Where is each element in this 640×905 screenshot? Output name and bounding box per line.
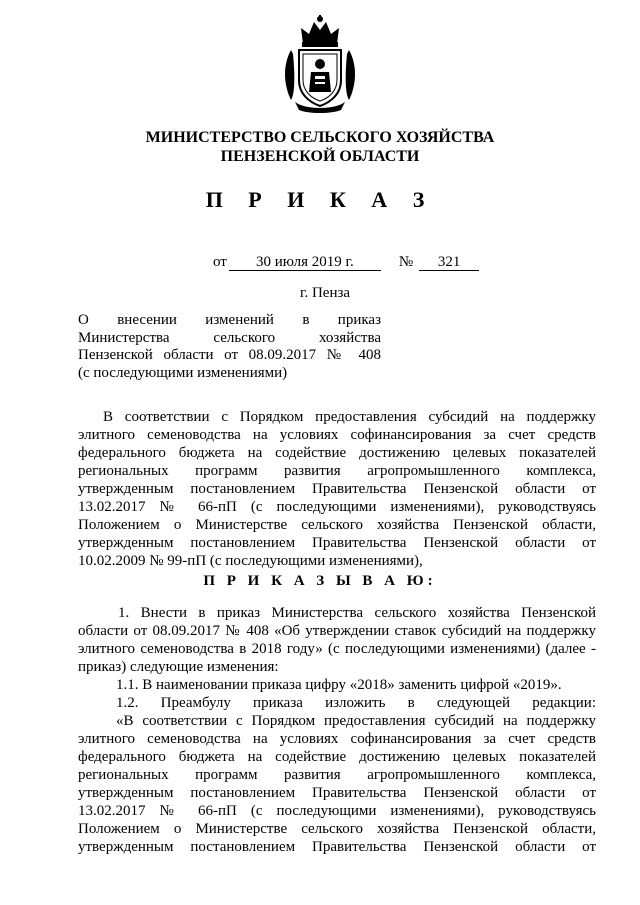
decree-heading: П Р И К А З Ы В А Ю: [203,573,437,589]
document-date: 30 июля 2019 г. [229,254,381,271]
date-prefix: от [213,254,227,270]
preamble-line: Положением о Министерстве сельского хозяйства Пензенской области, [78,517,596,533]
preamble-line: утвержденным постановлением Правительства Пензенской области от [78,535,596,551]
body-line: элитного семеноводства в 2018 году» (с последующими изменениями) (далее - [78,641,596,657]
body-line: утвержденным постановлением Правительства Пензенской области от [78,839,596,855]
ministry-title-line-1: МИНИСТЕРСТВО СЕЛЬСКОГО ХОЗЯЙСТВА [145,129,495,146]
subject-line: Пензенской области от 08.09.2017 № 408 [78,347,381,363]
ministry-title-line-2: ПЕНЗЕНСКОЙ ОБЛАСТИ [220,148,420,165]
body-line: «В соответствии с Порядком предоставления субсидий на поддержку [116,713,596,729]
body-line: приказ) следующие изменения: [78,659,279,675]
preamble-line: 13.02.2017 № 66-пП (с последующими изменениями), руководствуясь [78,499,596,515]
preamble-line: утвержденным постановлением Правительства Пензенской области от [78,481,596,497]
preamble-line: федерального бюджета на содействие достижению целевых показателей [78,445,596,461]
subject-line: (с последующими изменениями) [78,364,288,381]
body-line: 13.02.2017 № 66-пП (с последующими изменениями), руководствуясь [78,803,596,819]
body-line: федерального бюджета на содействие достижению целевых показателей [78,749,596,765]
body-line: региональных программ развития агропромышленного комплекса, [78,767,596,783]
body-line: 1.1. В наименовании приказа цифру «2018» заменить цифрой «2019». [116,677,562,693]
subject-line: Министерства сельского хозяйства [78,329,381,346]
penza-coat-of-arms-icon [281,14,359,114]
document-subject [78,312,381,382]
body-line: 1. Внести в приказ Министерства сельского хозяйства Пензенской [118,605,596,621]
document-type-title: П Р И К А З [205,187,435,212]
subject-line: О внесении изменений в приказ [78,312,381,328]
document-number: 321 [419,254,479,271]
preamble-line: В соответствии с Порядком предоставления субсидий на поддержку [103,409,596,425]
preamble-line: 10.02.2009 № 99-пП (с последующими изменениями), [78,553,423,569]
preamble-line: элитного семеноводства на условиях софинансирования за счет средств [78,427,596,443]
body-line: Положением о Министерстве сельского хозяйства Пензенской области, [78,821,596,837]
body-line: 1.2. Преамбулу приказа изложить в следующей редакции: [116,695,596,711]
body-line: элитного семеноводства на условиях софинансирования за счет средств [78,731,596,747]
document-city: г. Пенза [300,285,351,301]
date-number-row [213,253,479,271]
preamble-line: региональных программ развития агропромышленного комплекса, [78,463,596,479]
body-line: утвержденным постановлением Правительства Пензенской области от [78,785,596,801]
number-prefix: № [398,254,414,270]
body-line: области от 08.09.2017 № 408 «Об утверждении ставок субсидий на поддержку [78,623,596,639]
